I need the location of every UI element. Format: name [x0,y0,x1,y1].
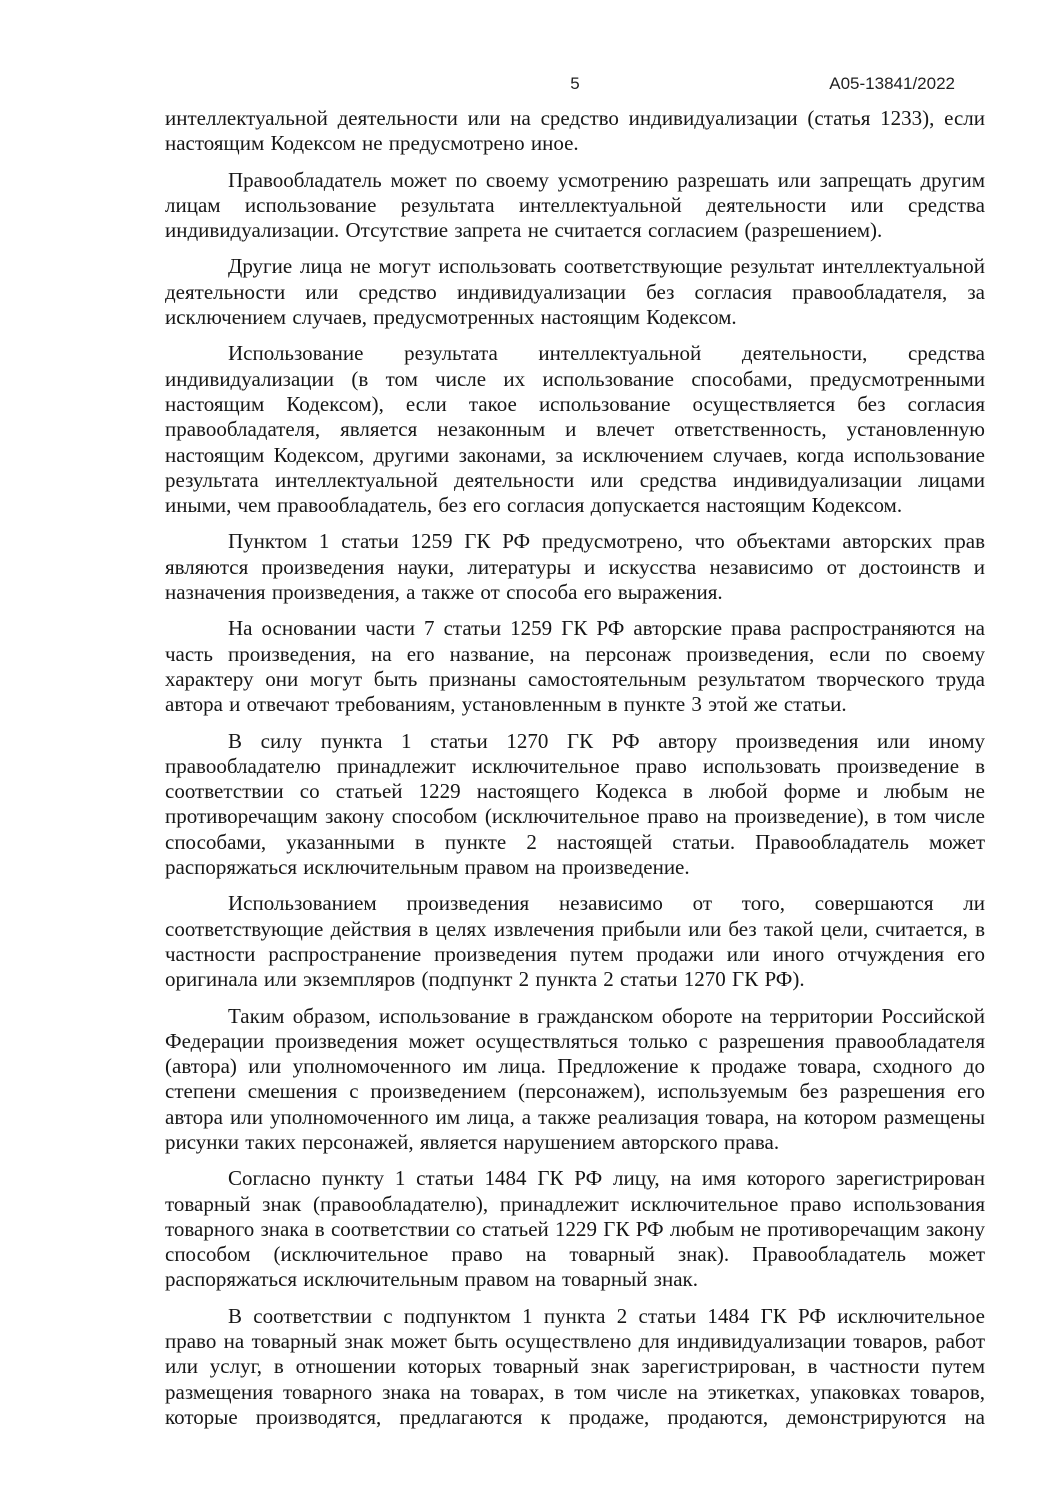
paragraph: интеллектуальной деятельности или на средство индивидуализации (статья 1233), если настоящим Кодексом не предусмотрено иное. [165,106,985,156]
paragraph: Другие лица не могут использовать соответствующие результат интеллектуальной деятельности или средство индивидуализации без согласия правообладателя, за исключением случаев, предусмотренных настоящим Кодексом. [165,254,985,330]
paragraph: В силу пункта 1 статьи 1270 ГК РФ автору произведения или иному правообладателю принадлежит исключительное право использовать произведение в соответствии со статьей 1229 настоящего Кодекса в любой форме и любым не противоречащим закону способом (исключительное право на произведение), в том числе способами, указанными в пункте 2 настоящей статьи. Правообладатель может распоряжаться исключительным правом на произведение. [165,728,985,880]
document-body [165,106,985,1441]
paragraph: На основании части 7 статьи 1259 ГК РФ авторские права распространяются на часть произведения, на его название, на персонаж произведения, если по своему характеру они могут быть признаны самостоятельным результатом творческого труда автора и отвечают требованиям, установленным в пункте 3 этой же статьи. [165,616,985,717]
paragraph: Таким образом, использование в гражданском обороте на территории Российской Федерации произведения может осуществляться только с разрешения правообладателя (автора) или уполномоченного им лица. Предложение к продаже товара, сходного до степени смешения с произведением (персонажем), используемым без разрешения его автора или уполномоченного им лица, а также реализация товара, на котором размещены рисунки таких персонажей, является нарушением авторского права. [165,1003,985,1154]
paragraph: Согласно пункту 1 статьи 1484 ГК РФ лицу, на имя которого зарегистрирован товарный знак (правообладателю), принадлежит исключительное право использования товарного знака в соответствии со статьей 1229 ГК РФ любым не противоречащим закону способом (исключительное право на товарный знак). Правообладатель может распоряжаться исключительным правом на товарный знак. [165,1166,985,1292]
paragraph: Пунктом 1 статьи 1259 ГК РФ предусмотрено, что объектами авторских прав являются произведения науки, литературы и искусства независимо от достоинств и назначения произведения, а также от способа его выражения. [165,529,985,605]
paragraph: Правообладатель может по своему усмотрению разрешать или запрещать другим лицам использование результата интеллектуальной деятельности или средства индивидуализации. Отсутствие запрета не считается согласием (разрешением). [165,167,985,243]
page-header [165,74,985,96]
paragraph: В соответствии с подпунктом 1 пункта 2 статьи 1484 ГК РФ исключительное право на товарный знак может быть осуществлено для индивидуализации товаров, работ или услуг, в отношении которых товарный знак зарегистрирован, в частности путем размещения товарного знака на товарах, в том числе на этикетках, упаковках товаров, которые производятся, предлагаются к продаже, продаются, демонстрируются на [165,1303,985,1429]
paragraph: Использование результата интеллектуальной деятельности, средства индивидуализации (в том числе их использование способами, предусмотренными настоящим Кодексом), если такое использование осуществляется без согласия правообладателя, является незаконным и влечет ответственность, установленную настоящим Кодексом, другими законами, за исключением случаев, когда использование результата интеллектуальной деятельности или средства индивидуализации лицами иными, чем правообладатель, без его согласия допускается настоящим Кодексом. [165,341,985,518]
paragraph: Использованием произведения независимо от того, совершаются ли соответствующие действия в целях извлечения прибыли или без такой цели, считается, в частности распространение произведения путем продажи или иного отчуждения его оригинала или экземпляров (подпункт 2 пункта 2 статьи 1270 ГК РФ). [165,891,985,992]
page-number: 5 [570,74,580,93]
case-number: А05-13841/2022 [829,74,955,93]
